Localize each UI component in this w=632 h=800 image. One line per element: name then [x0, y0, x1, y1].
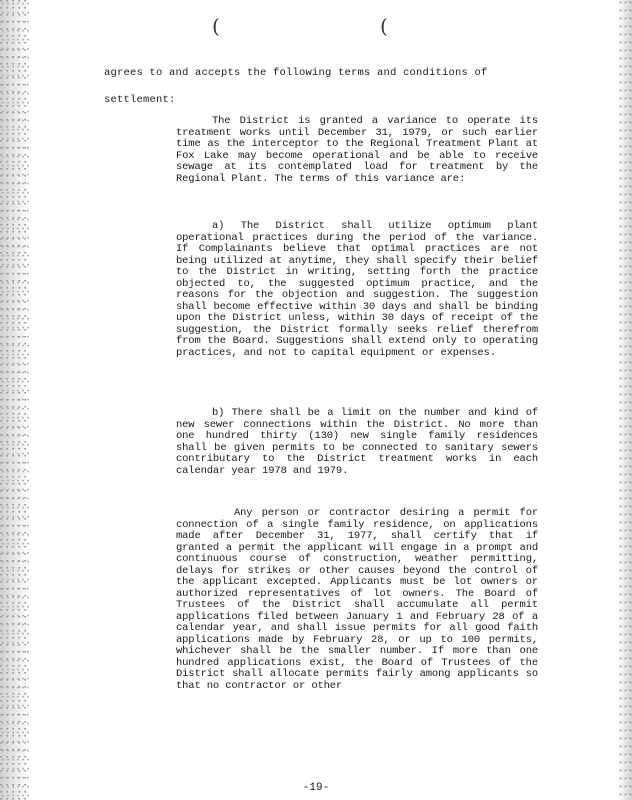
page-number: -19-: [302, 782, 330, 794]
scan-edge-right: [618, 0, 632, 800]
variance-paragraph: The District is granted a variance to operate its treatment works until December 31, 1979, or such earlier time as the interceptor to the Regional Treatment Plant at Fox Lake may become operational and be able to receive sewage at its contemplated load for treatment by the Regional Plant. The terms of this variance are:: [176, 115, 538, 185]
intro-line-2: settlement:: [104, 94, 176, 106]
term-b-paragraph: b) There shall be a limit on the number and kind of new sewer connections within the District. No more than one hundred thirty (130) new single family residences shall be given permits to be connected to sanitary sewers contributary to the District treatment works in each calendar year 1978 and 1979.: [176, 407, 538, 477]
intro-line-1: agrees to and accepts the following terms and conditions of: [104, 67, 488, 79]
permit-paragraph: Any person or contractor desiring a permit for connection of a single family residence, on applications made after December 31, 1977, shall certify that if granted a permit the applicant will engage in a prompt and continuous course of construction, weather permitting, delays for strikes or other causes beyond the control of the applicant excepted. Applicants must be lot owners or authorized representatives of lot owners. The Board of Trustees of the District shall accumulate all permit applications filed between January 1 and February 28 of a calendar year, and shall issue permits for all good faith applications made by February 28, or up to 100 permits, whichever shall be the smaller number. If more than one hundred applications exist, the Board of Trustees of the District shall allocate permits fairly among applicants so that no contractor or other: [176, 507, 538, 692]
punch-hole-mark: (: [380, 14, 388, 38]
term-a-paragraph: a) The District shall utilize optimum plant operational practices during the period of the variance. If Complainants believe that optimal practices are not being utilized at anytime, they shall specify their belief to the District in writing, setting forth the practice objected to, the suggested optimum practice, and the reasons for the objection and suggestion. The suggestion shall become effective within 30 days and shall be binding upon the District unless, within 30 days of receipt of the suggestion, the District formally seeks relief therefrom from the Board. Suggestions shall extend only to operating practices, and not to capital equipment or expenses.: [176, 220, 538, 359]
scan-edge-left: [0, 0, 30, 800]
intro-text: [104, 60, 534, 114]
punch-hole-mark: (: [212, 14, 220, 38]
